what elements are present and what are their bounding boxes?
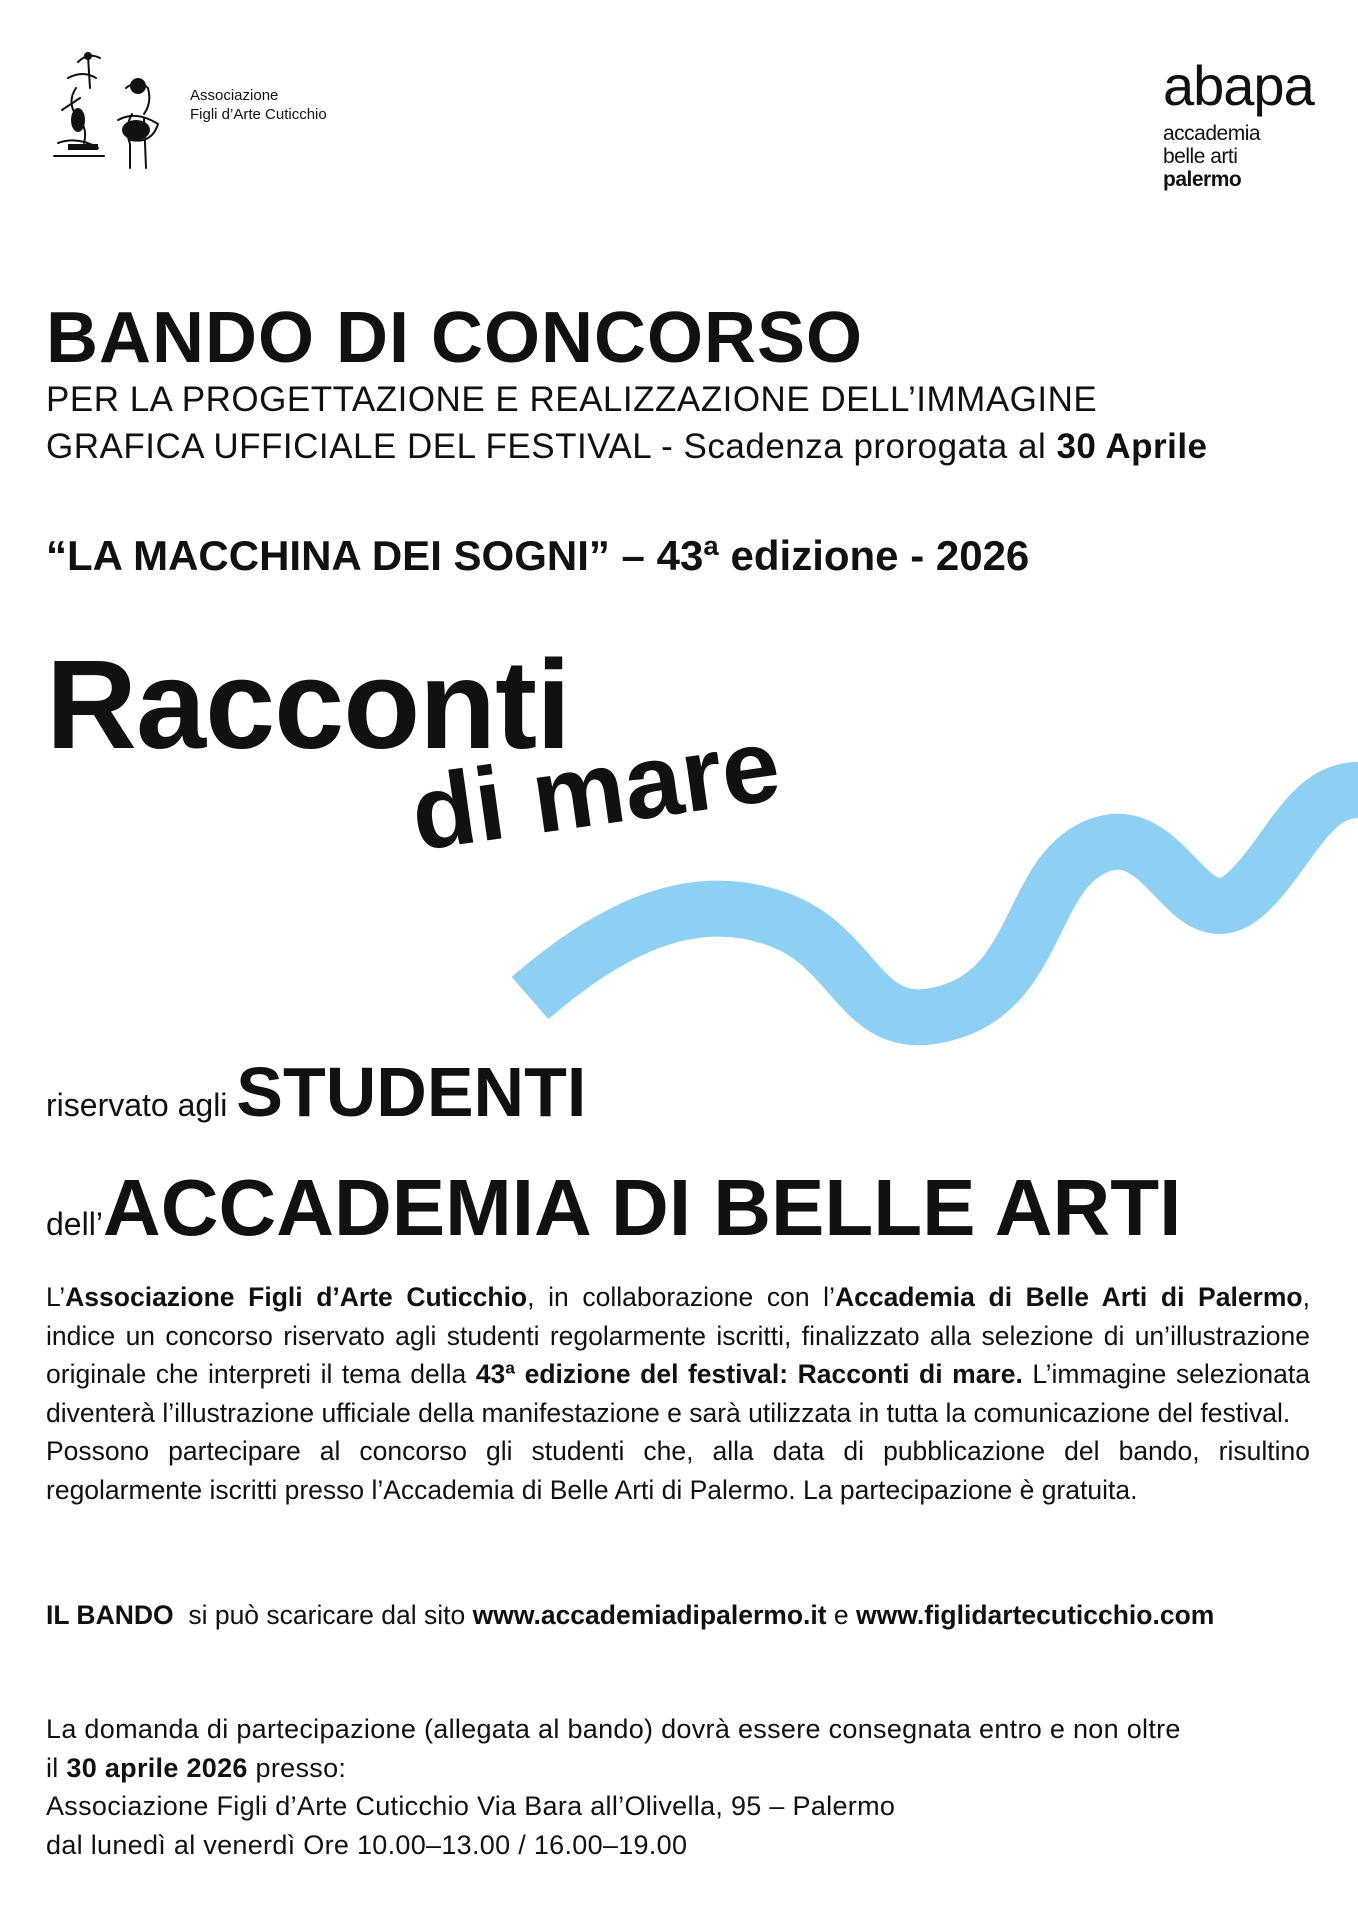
application-address: Associazione Figli d’Arte Cuticchio Via Bara all’Olivella, 95 – Palermo: [46, 1791, 896, 1821]
body-p1-assoc: Associazione Figli d’Arte Cuticchio: [65, 1282, 528, 1312]
eligibility-students: [46, 1052, 586, 1132]
body-p1-e: , indice un concorso riservato agli studenti regolarmente iscritti, finalizzato alla selezione di un’illustrazione originale che interpreti il tema della: [46, 1282, 1310, 1389]
download-label: IL BANDO: [46, 1600, 174, 1630]
download-text: si può scaricare dal sito: [173, 1600, 473, 1630]
download-line: [46, 1596, 1310, 1634]
association-name: [190, 86, 327, 124]
abapa-line2: belle arti: [1163, 145, 1238, 168]
puppet-theatre-illustration-logo: [48, 48, 198, 173]
abapa-line1: accademia: [1163, 122, 1261, 145]
link-accademia[interactable]: www.accademiadipalermo.it: [472, 1600, 827, 1630]
application-hours: dal lunedì al venerdì Ore 10.00–13.00 / 16.00–19.00: [46, 1829, 688, 1860]
deadline-date: 30 Aprile: [1056, 427, 1208, 466]
subtitle-line1: PER LA PROGETTAZIONE E REALIZZAZIONE DELL’IMMAGINE: [46, 380, 1098, 419]
page-subtitle: [46, 376, 1208, 470]
body-p1-academy: Accademia di Belle Arti di Palermo: [834, 1282, 1303, 1312]
body-p1-g: L’immagine selezionata diventerà l’illustrazione ufficiale della manifestazione e sarà utilizzata in tutta la comunicazione del festival.: [46, 1359, 1311, 1428]
theme-title-line1: Racconti: [46, 634, 571, 775]
subtitle-line2: [46, 423, 1208, 470]
eligibility-academy-name: ACCADEMIA DI BELLE ARTI: [102, 1163, 1182, 1252]
application-line2-prefix: il: [46, 1752, 67, 1783]
association-name-line1: Associazione: [190, 87, 279, 104]
eligibility-academy: [46, 1162, 1181, 1254]
festival-edition: “LA MACCHINA DEI SOGNI” – 43ª edizione - 2026: [46, 532, 1030, 579]
eligibility-lead2: dell’: [46, 1206, 103, 1242]
application-deadline: 30 aprile 2026: [66, 1752, 248, 1783]
abapa-wordmark: abapa: [1163, 54, 1314, 117]
theme-title-line2: di mare: [404, 706, 787, 873]
body-p1-edition: 43ª edizione del festival: Racconti di mare.: [475, 1359, 1023, 1389]
body-paragraph-2: Possono partecipare al concorso gli studenti che, alla data di pubblicazione del bando, risultino regolarmente iscritti presso l’Accademia di Belle Arti di Palermo. La partecipazione è gratuita.: [46, 1436, 1310, 1505]
application-line2-suffix: presso:: [247, 1752, 347, 1783]
link-cuticchio[interactable]: www.figlidartecuticchio.com: [856, 1600, 1215, 1630]
eligibility-lead1: riservato agli: [46, 1087, 237, 1123]
body-p1-c: , in collaborazione con l’: [527, 1282, 835, 1312]
subtitle-line2-text: GRAFICA UFFICIALE DEL FESTIVAL - Scadenza prorogata al: [46, 427, 1057, 466]
abapa-line3: palermo: [1163, 168, 1242, 191]
abapa-subtitle: [1163, 122, 1314, 191]
application-line1: La domanda di partecipazione (allegata al bando) dovrà essere consegnata entro e non oltre: [46, 1714, 1181, 1744]
abapa-logo: [1163, 54, 1314, 191]
body-text: [46, 1278, 1310, 1509]
application-info: [46, 1710, 1310, 1864]
body-paragraph-1: [46, 1278, 1310, 1432]
body-p1-a: L’: [46, 1282, 66, 1312]
download-and: e: [826, 1600, 857, 1630]
eligibility-students-word: STUDENTI: [236, 1053, 587, 1131]
page-title: BANDO DI CONCORSO: [46, 298, 864, 378]
association-name-line2: Figli d’Arte Cuticchio: [190, 106, 327, 123]
application-line2: [46, 1749, 1310, 1788]
